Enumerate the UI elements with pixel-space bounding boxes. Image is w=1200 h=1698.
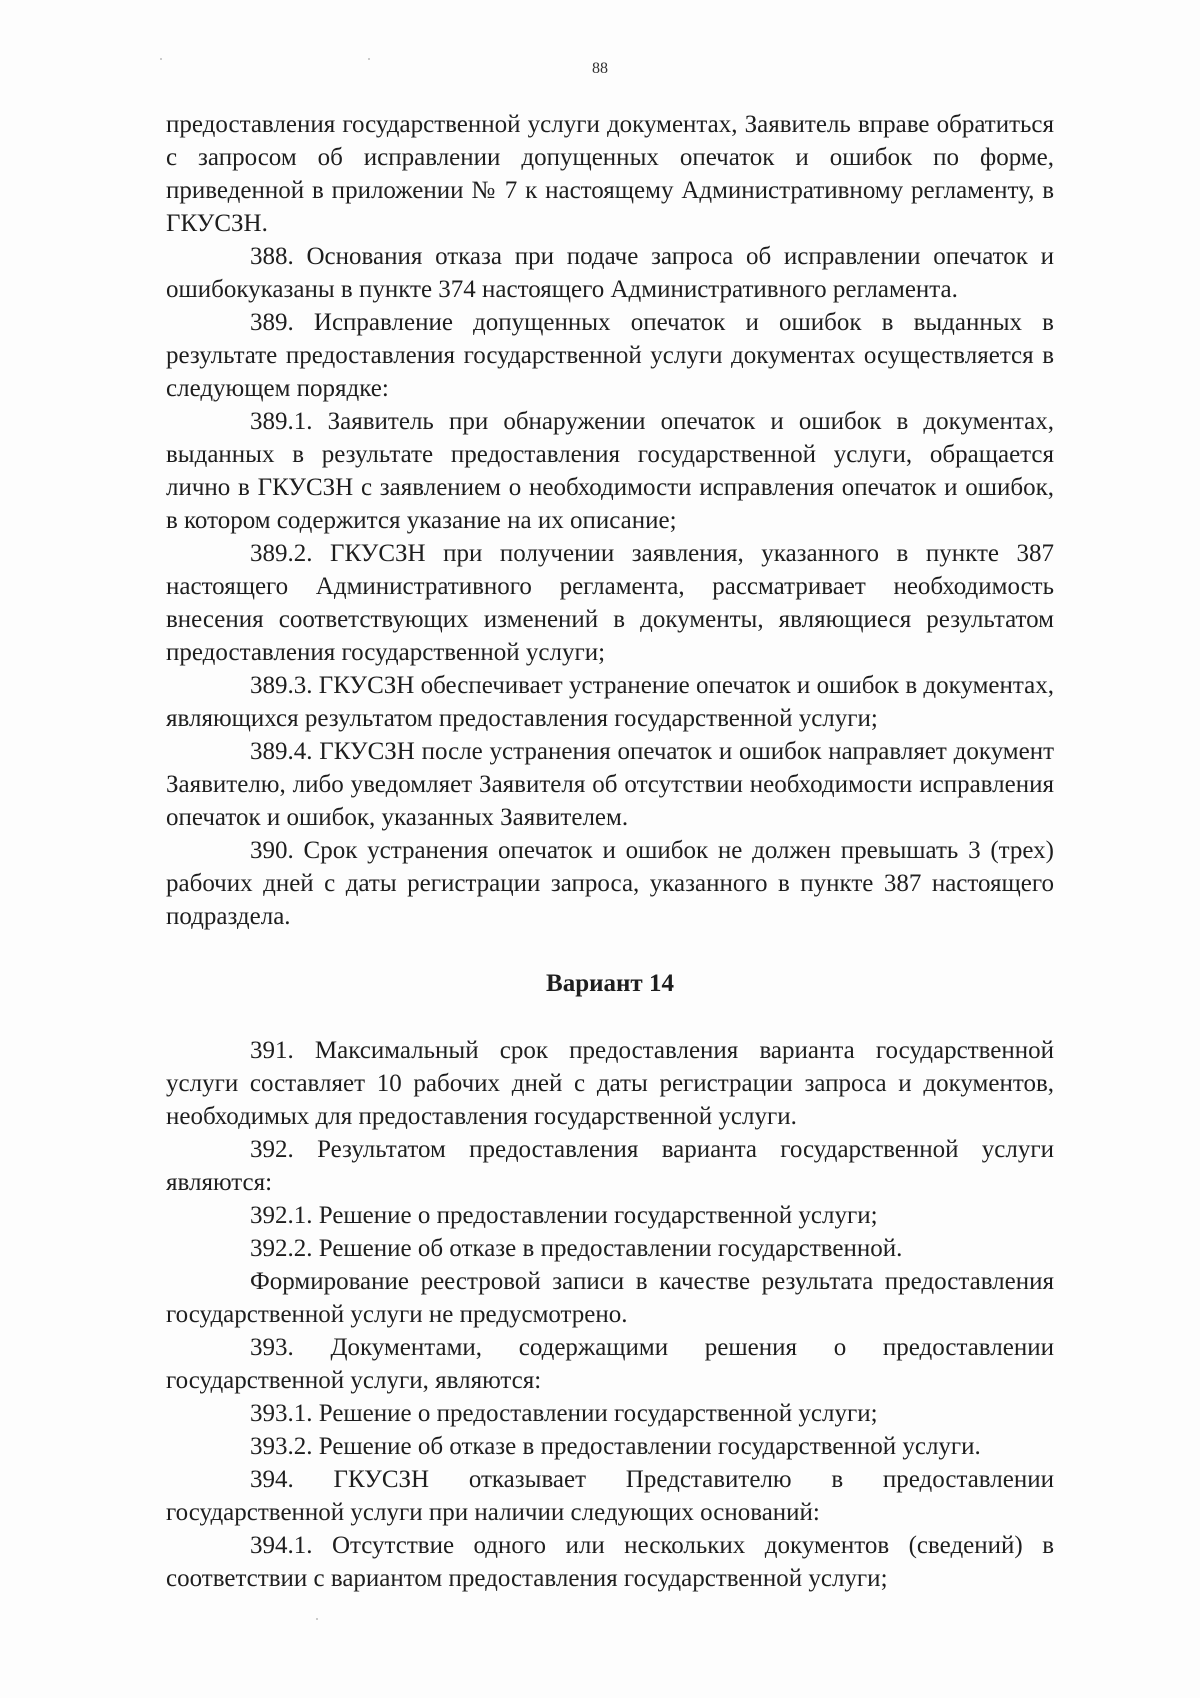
paragraph-389: 389. Исправление допущенных опечаток и ошибок в выданных в результате предоставления государственной услуги документах осуществляется в следующем порядке: bbox=[166, 309, 1054, 402]
paragraph-389-4: 389.4. ГКУСЗН после устранения опечаток и ошибок направляет документ Заявителю, либо уведомляет Заявителя об отсутствии необходимости исправления опечаток и ошибок, указанных Заявителем. bbox=[166, 738, 1054, 831]
paragraph-389-3: 389.3. ГКУСЗН обеспечивает устранение опечаток и ошибок в документах, являющихся результатом предоставления государственной услуги; bbox=[166, 672, 1054, 732]
paragraph-392-1: 392.1. Решение о предоставлении государственной услуги; bbox=[250, 1202, 878, 1229]
document-body bbox=[166, 108, 1054, 1595]
scan-speck bbox=[316, 1618, 318, 1620]
paragraph-394-1: 394.1. Отсутствие одного или нескольких документов (сведений) в соответствии с вариантом предоставления государственной услуги; bbox=[166, 1532, 1054, 1592]
paragraph-389-1: 389.1. Заявитель при обнаружении опечаток и ошибок в документах, выданных в результате предоставления государственной услуги, обращается лично в ГКУСЗН с заявлением о необходимости исправления опечаток и ошибок, в котором содержится указание на их описание; bbox=[166, 408, 1054, 534]
paragraph-392-2: 392.2. Решение об отказе в предоставлении государственной. bbox=[250, 1235, 903, 1262]
paragraph-393: 393. Документами, содержащими решения о предоставлении государственной услуги, являются: bbox=[166, 1334, 1054, 1394]
paragraph-393-1: 393.1. Решение о предоставлении государственной услуги; bbox=[250, 1400, 878, 1427]
paragraph-394: 394. ГКУСЗН отказывает Представителю в предоставлении государственной услуги при наличии следующих оснований: bbox=[166, 1466, 1054, 1526]
page-number: 88 bbox=[592, 60, 608, 77]
paragraph-389-2: 389.2. ГКУСЗН при получении заявления, указанного в пункте 387 настоящего Административного регламента, рассматривает необходимость внесения соответствующих изменений в документы, являющиеся результатом предоставления государственной услуги; bbox=[166, 540, 1054, 666]
paragraph-391: 391. Максимальный срок предоставления варианта государственной услуги составляет 10 рабочих дней с даты регистрации запроса и документов, необходимых для предоставления государственной услуги. bbox=[166, 1037, 1054, 1130]
section-heading: Вариант 14 bbox=[546, 970, 674, 997]
paragraph-392: 392. Результатом предоставления варианта государственной услуги являются: bbox=[166, 1136, 1054, 1196]
paragraph-registry-note: Формирование реестровой записи в качестве результата предоставления государственной услуги не предусмотрено. bbox=[166, 1268, 1054, 1328]
paragraph-393-2: 393.2. Решение об отказе в предоставлении государственной услуги. bbox=[250, 1433, 981, 1460]
paragraph-390: 390. Срок устранения опечаток и ошибок не должен превышать 3 (трех) рабочих дней с даты регистрации запроса, указанного в пункте 387 настоящего подраздела. bbox=[166, 837, 1054, 930]
paragraph-continuation: предоставления государственной услуги документах, Заявитель вправе обратиться с запросом об исправлении допущенных опечаток и ошибок по форме, приведенной в приложении № 7 к настоящему Административному регламенту, в ГКУСЗН. bbox=[166, 111, 1054, 237]
paragraph-388: 388. Основания отказа при подаче запроса об исправлении опечаток и ошибокуказаны в пункте 374 настоящего Административного регламента. bbox=[166, 243, 1054, 303]
